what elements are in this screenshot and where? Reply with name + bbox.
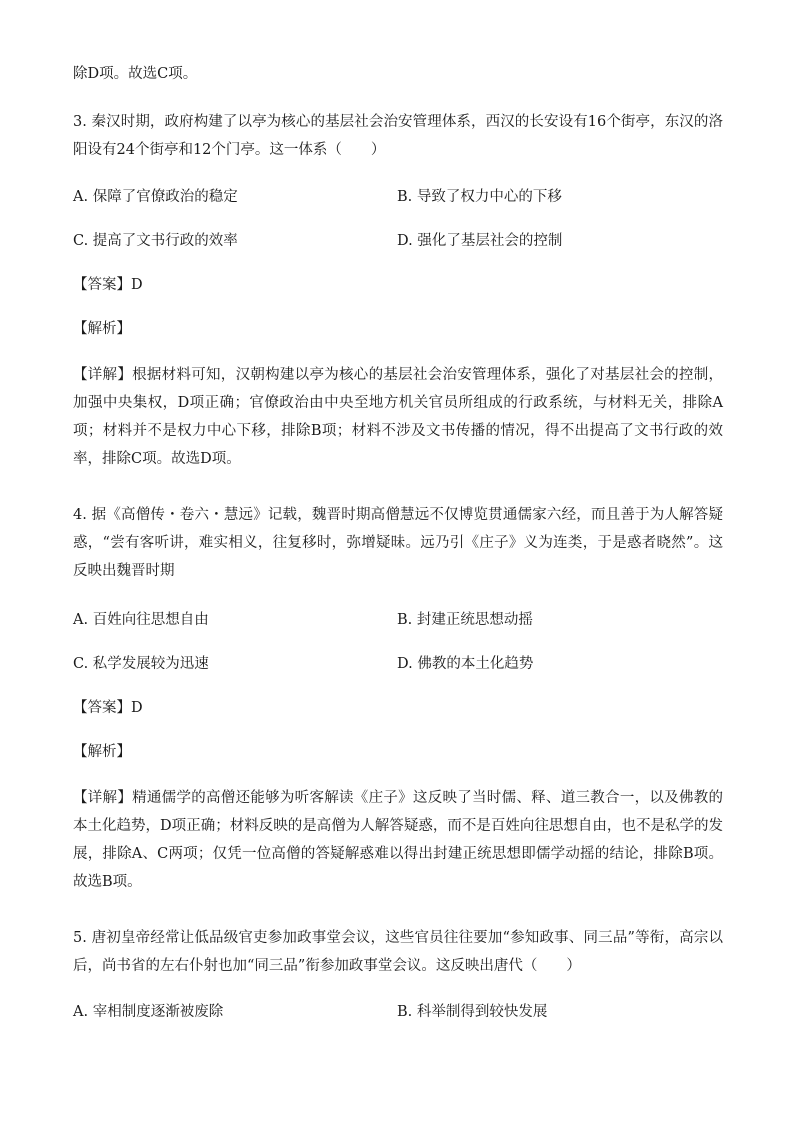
question-3-option-a: A. 保障了官僚政治的稳定 bbox=[73, 189, 238, 205]
question-3-analysis-label: 【解析】 bbox=[73, 321, 131, 337]
question-3-option-c: C. 提高了文书行政的效率 bbox=[73, 233, 238, 249]
question-3-option-d: D. 强化了基层社会的控制 bbox=[397, 233, 563, 249]
question-3-answer: 【答案】D bbox=[73, 277, 143, 293]
question-4-stem: 4. 据《高僧传・卷六・慧远》记载，魏晋时期高僧慧远不仅博览贯通儒家六经，而且善于为人解答疑惑，“尝有客听讲，难实相义，往复移时，弥增疑昧。远乃引《庄子》义为连类，于是惑者晓然”。这反映出魏晋时期 bbox=[73, 507, 723, 579]
question-5-option-a: A. 宰相制度逐渐被废除 bbox=[73, 1004, 224, 1020]
question-4-answer: 【答案】D bbox=[73, 700, 143, 716]
continuation-text: 除D项。故选C项。 bbox=[73, 66, 198, 82]
question-3-detail: 【详解】根据材料可知，汉朝构建以亭为核心的基层社会治安管理体系，强化了对基层社会的控制，加强中央集权，D项正确；官僚政治由中央至地方机关官员所组成的行政系统，与材料无关，排除A项；材料并不是权力中心下移，排除B项；材料不涉及文书传播的情况，得不出提高了文书行政的效率，排除C项。故选D项。 bbox=[73, 367, 723, 467]
question-3-option-b: B. 导致了权力中心的下移 bbox=[397, 189, 562, 205]
question-5-stem: 5. 唐初皇帝经常让低品级官吏参加政事堂会议，这些官员往往要加“参知政事、同三品”等衔，高宗以后，尚书省的左右仆射也加“同三品”衔参加政事堂会议。这反映出唐代（ ） bbox=[73, 930, 723, 974]
question-3-stem: 3. 秦汉时期，政府构建了以亭为核心的基层社会治安管理体系，西汉的长安设有16个街亭，东汉的洛阳设有24个街亭和12个门亭。这一体系（ ） bbox=[73, 114, 723, 158]
question-5-option-b: B. 科举制得到较快发展 bbox=[397, 1004, 548, 1020]
question-4-analysis-label: 【解析】 bbox=[73, 744, 131, 760]
question-4-option-c: C. 私学发展较为迅速 bbox=[73, 656, 209, 672]
question-4-detail: 【详解】精通儒学的高僧还能够为听客解读《庄子》这反映了当时儒、释、道三教合一，以及佛教的本土化趋势，D项正确；材料反映的是高僧为人解答疑惑，而不是百姓向往思想自由，也不是私学的发展，排除A、C两项；仅凭一位高僧的答疑解惑难以得出封建正统思想即儒学动摇的结论，排除B项。故选B项。 bbox=[73, 790, 723, 890]
question-4-option-d: D. 佛教的本土化趋势 bbox=[397, 656, 534, 672]
question-4-option-b: B. 封建正统思想动摇 bbox=[397, 612, 533, 628]
question-4-option-a: A. 百姓向往思想自由 bbox=[73, 612, 209, 628]
